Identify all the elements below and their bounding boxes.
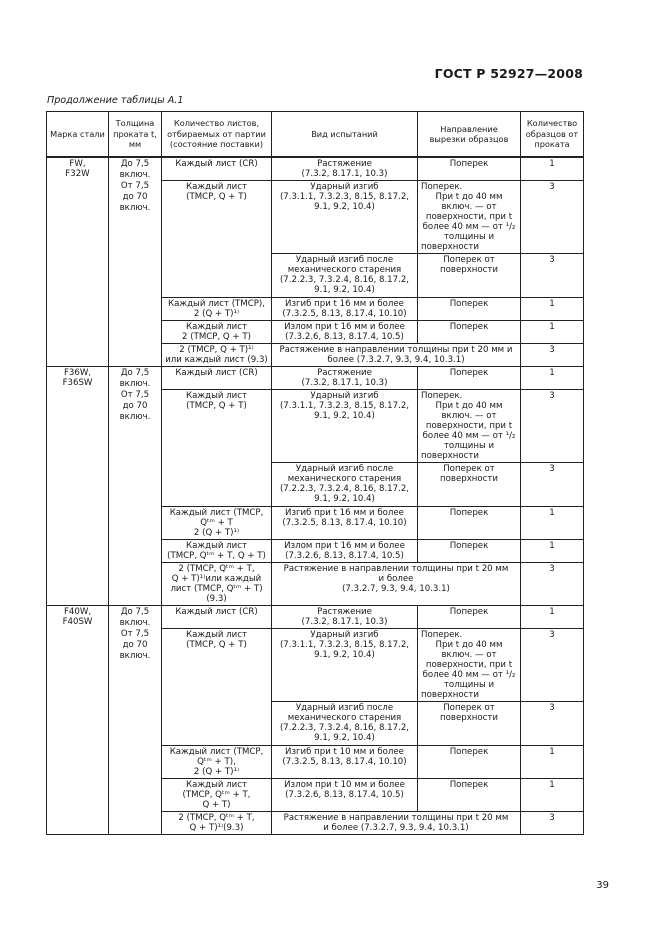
sheets-cell: Каждый лист (ТМСР, Qᵗᵐ + Т, Q + Т) (162, 779, 272, 812)
steel-grade-cell: F40W, F40SW (47, 606, 109, 835)
test-type-cell: Изгиб при t 16 мм и более (7.3.2.5, 8.13, 8.17.4, 10.10) (272, 507, 418, 540)
sheets-cell: Каждый лист (ТМСР, Qᵗᵐ + Т), 2 (Q + Т)¹⁾ (162, 746, 272, 779)
specimen-count-cell: 1 (521, 507, 584, 540)
test-type-cell: Растяжение (7.3.2, 8.17.1, 10.3) (272, 367, 418, 390)
standard-designation: ГОСТ Р 52927—2008 (434, 66, 583, 81)
specimen-count-cell: 1 (521, 606, 584, 629)
header-count: Количество образцов от проката (521, 112, 584, 158)
table-header (47, 112, 584, 158)
specimen-count-cell: 1 (521, 540, 584, 563)
specimen-count-cell: 3 (521, 254, 584, 298)
specimen-count-cell: 3 (521, 702, 584, 746)
direction-cell: Поперек (418, 298, 521, 321)
specimen-count-cell: 1 (521, 298, 584, 321)
direction-cell: Поперек от поверхности (418, 463, 521, 507)
sheets-cell: Каждый лист (ТМСР, Qᵗᵐ + Т 2 (Q + Т)¹⁾ (162, 507, 272, 540)
direction-cell: Поперек. При t до 40 мм включ. — от поверхности, при t более 40 мм — от ¹/₂ толщины и поверхности (418, 181, 521, 254)
page-number: 39 (596, 880, 609, 891)
direction-cell: Поперек (418, 746, 521, 779)
specimen-count-cell: 3 (521, 463, 584, 507)
header-sheets: Количество листов, отбираемых от партии (состояние поставки) (162, 112, 272, 158)
test-type-cell: Ударный изгиб после механического старения (7.2.2.3, 7.3.2.4, 8.16, 8.17.2, 9.1, 9.2, 10.4) (272, 463, 418, 507)
specimen-count-cell: 3 (521, 812, 584, 835)
sheets-cell: 2 (ТМСР, Qᵗᵐ + Т, Q + Т)¹⁾(9.3) (162, 812, 272, 835)
test-type-cell: Растяжение (7.3.2, 8.17.1, 10.3) (272, 606, 418, 629)
test-type-cell: Изгиб при t 10 мм и более (7.3.2.5, 8.13, 8.17.4, 10.10) (272, 746, 418, 779)
direction-cell: Поперек (418, 606, 521, 629)
direction-cell: Поперек. При t до 40 мм включ. — от поверхности, при t более 40 мм — от ¹/₂ толщины и поверхности (418, 390, 521, 463)
direction-cell: Поперек (418, 367, 521, 390)
direction-cell: Поперек (418, 779, 521, 812)
test-type-cell: Растяжение в направлении толщины при t 20 мм и более (7.3.2.7, 9.3, 9.4, 10.3.1) (272, 344, 521, 367)
sheets-cell: Каждый лист (ТМСР, Qᵗᵐ + Т, Q + Т) (162, 540, 272, 563)
test-type-cell: Растяжение в направлении толщины при t 20 мм и более (7.3.2.7, 9.3, 9.4, 10.3.1) (272, 812, 521, 835)
sheets-cell: Каждый лист (CR) (162, 606, 272, 629)
sheets-cell: Каждый лист (ТМСР, Q + Т) (162, 629, 272, 746)
direction-cell: Поперек. При t до 40 мм включ. — от поверхности, при t более 40 мм — от ¹/₂ толщины и поверхности (418, 629, 521, 702)
table-body (47, 157, 584, 835)
sheets-cell: Каждый лист (CR) (162, 157, 272, 181)
specimen-count-cell: 1 (521, 157, 584, 181)
direction-cell: Поперек от поверхности (418, 254, 521, 298)
sheets-cell: 2 (ТМСР, Qᵗᵐ + Т, Q + Т)¹⁾или каждый лист (ТМСР, Qᵗᵐ + Т) (9.3) (162, 563, 272, 606)
specimen-count-cell: 1 (521, 321, 584, 344)
test-type-cell: Ударный изгиб после механического старения (7.2.2.3, 7.3.2.4, 8.16, 8.17.2, 9.1, 9.2, 10.4) (272, 254, 418, 298)
header-thickness: Толщина проката t, мм (109, 112, 162, 158)
table-row (47, 157, 584, 181)
test-type-cell: Ударный изгиб (7.3.1.1, 7.3.2.3, 8.15, 8.17.2, 9.1, 9.2, 10.4) (272, 181, 418, 254)
header-test-type: Вид испытаний (272, 112, 418, 158)
test-type-cell: Растяжение (7.3.2, 8.17.1, 10.3) (272, 157, 418, 181)
test-type-cell: Ударный изгиб после механического старения (7.2.2.3, 7.3.2.4, 8.16, 8.17.2, 9.1, 9.2, 10.4) (272, 702, 418, 746)
steel-grade-cell: F36W, F36SW (47, 367, 109, 606)
direction-cell: Поперек (418, 157, 521, 181)
thickness-cell: До 7,5 включ. От 7,5 до 70 включ. (109, 606, 162, 835)
test-type-cell: Излом при t 10 мм и более (7.3.2.6, 8.13, 8.17.4, 10.5) (272, 779, 418, 812)
sheets-cell: Каждый лист (ТМСР, Q + Т) (162, 181, 272, 298)
sheets-cell: Каждый лист (CR) (162, 367, 272, 390)
direction-cell: Поперек (418, 321, 521, 344)
thickness-cell: До 7,5 включ. От 7,5 до 70 включ. (109, 367, 162, 606)
header-direction: Направление вырезки образцов (418, 112, 521, 158)
table-caption: Продолжение таблицы А.1 (47, 95, 184, 106)
thickness-cell: До 7,5 включ. От 7,5 до 70 включ. (109, 157, 162, 367)
direction-cell: Поперек от поверхности (418, 702, 521, 746)
test-type-cell: Растяжение в направлении толщины при t 20 мм и более (7.3.2.7, 9.3, 9.4, 10.3.1) (272, 563, 521, 606)
test-type-cell: Ударный изгиб (7.3.1.1, 7.3.2.3, 8.15, 8.17.2, 9.1, 9.2, 10.4) (272, 629, 418, 702)
steel-grade-cell: FW, F32W (47, 157, 109, 367)
header-row (47, 112, 584, 158)
specimen-count-cell: 1 (521, 779, 584, 812)
sheets-cell: Каждый лист (ТМСР), 2 (Q + Т)¹⁾ (162, 298, 272, 321)
sheets-cell: Каждый лист 2 (ТМСР, Q + Т) (162, 321, 272, 344)
header-grade: Марка стали (47, 112, 109, 158)
specimen-count-cell: 3 (521, 181, 584, 254)
specimen-count-cell: 1 (521, 367, 584, 390)
direction-cell: Поперек (418, 540, 521, 563)
test-type-cell: Изгиб при t 16 мм и более (7.3.2.5, 8.13, 8.17.4, 10.10) (272, 298, 418, 321)
specimen-count-cell: 3 (521, 563, 584, 606)
table-row (47, 367, 584, 390)
specimen-count-cell: 3 (521, 629, 584, 702)
sheets-cell: 2 (ТМСР, Q + Т)¹⁾ или каждый лист (9.3) (162, 344, 272, 367)
specimen-count-cell: 3 (521, 390, 584, 463)
test-type-cell: Излом при t 16 мм и более (7.3.2.6, 8.13, 8.17.4, 10.5) (272, 540, 418, 563)
table-row (47, 606, 584, 629)
sheets-cell: Каждый лист (ТМСР, Q + Т) (162, 390, 272, 507)
direction-cell: Поперек (418, 507, 521, 540)
specimen-count-cell: 1 (521, 746, 584, 779)
specimen-table (46, 111, 584, 835)
specimen-count-cell: 3 (521, 344, 584, 367)
test-type-cell: Ударный изгиб (7.3.1.1, 7.3.2.3, 8.15, 8.17.2, 9.1, 9.2, 10.4) (272, 390, 418, 463)
test-type-cell: Излом при t 16 мм и более (7.3.2.6, 8.13, 8.17.4, 10.5) (272, 321, 418, 344)
